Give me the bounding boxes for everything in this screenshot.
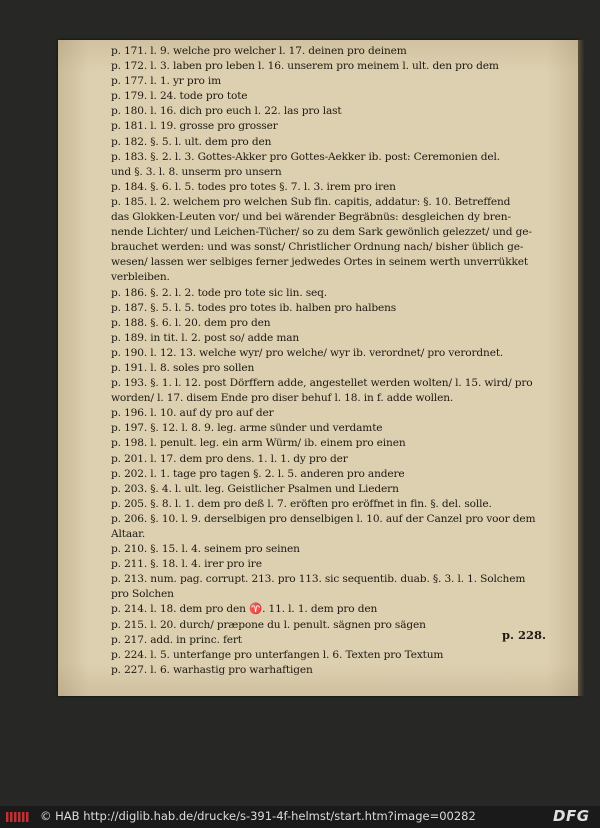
dfg-logo: DFG <box>553 807 590 825</box>
errata-line: worden/ l. 17. disem Ende pro diser behuf l. 18. in f. adde wollen. <box>111 392 454 405</box>
errata-line: p. 217. add. in princ. fert <box>111 633 242 646</box>
copyright-link[interactable]: © HAB http://diglib.hab.de/drucke/s-391-4f-helmst/start.htm?image=00282 <box>40 809 476 823</box>
errata-line: p. 201. l. 17. dem pro dens. 1. l. 1. dy pro der <box>111 452 348 465</box>
errata-line: p. 215. l. 20. durch/ præpone du l. penult. sägnen pro sägen <box>111 618 426 631</box>
errata-line: p. 189. in tit. l. 2. post so/ adde man <box>111 331 300 344</box>
errata-line: p. 171. l. 9. welche pro welcher l. 17. deinen pro deinem <box>111 45 407 57</box>
errata-line: p. 214. l. 18. dem pro den ♈. 11. l. 1. dem pro den <box>111 603 378 616</box>
errata-line: p. 191. l. 8. soles pro sollen <box>111 361 255 374</box>
footer-bar <box>0 806 600 828</box>
errata-line: p. 210. §. 15. l. 4. seinem pro seinen <box>111 543 300 556</box>
errata-line: p. 177. l. 1. yr pro im <box>111 75 222 88</box>
errata-line: p. 183. §. 2. l. 3. Gottes-Akker pro Gottes-Aekker ib. post: Ceremonien del. <box>111 150 501 163</box>
errata-line: p. 198. l. penult. leg. ein arm Würm/ ib. einem pro einen <box>111 437 406 450</box>
errata-line: p. 190. l. 12. 13. welche wyr/ pro welche/ wyr ib. verordnet/ pro verordnet. <box>111 346 504 359</box>
errata-line: pro Solchen <box>111 588 174 601</box>
errata-line: p. 211. §. 18. l. 4. irer pro ire <box>111 558 262 571</box>
errata-line: p. 202. l. 1. tage pro tagen §. 2. l. 5. anderen pro andere <box>111 467 405 480</box>
errata-line: p. 203. §. 4. l. ult. leg. Geistlicher Psalmen und Liedern <box>111 482 399 495</box>
errata-line: p. 185. l. 2. welchem pro welchen Sub fin. capitis, addatur: §. 10. Betreffend <box>111 195 511 208</box>
errata-line: p. 187. §. 5. l. 5. todes pro totes ib. halben pro halbens <box>111 301 397 314</box>
errata-line: p. 188. §. 6. l. 20. dem pro den <box>111 316 271 329</box>
errata-line: p. 205. §. 8. l. 1. dem pro deß l. 7. eröften pro eröffnet in fin. §. del. solle. <box>111 497 492 510</box>
errata-line: p. 197. §. 12. l. 8. 9. leg. arme sünder und verdamte <box>111 422 383 435</box>
catchword: p. 228. <box>502 628 547 642</box>
errata-list <box>111 44 559 678</box>
errata-line: p. 172. l. 3. laben pro leben l. 16. unserem pro meinem l. ult. den pro dem <box>111 60 499 73</box>
errata-line: p. 181. l. 19. grosse pro grosser <box>111 120 278 133</box>
errata-line: und §. 3. l. 8. unserm pro unsern <box>111 165 282 178</box>
errata-line: p. 182. §. 5. l. ult. dem pro den <box>111 135 272 148</box>
errata-line: p. 179. l. 24. tode pro tote <box>111 90 248 103</box>
errata-line: p. 213. num. pag. corrupt. 213. pro 113. sic sequentib. duab. §. 3. l. 1. Solchem <box>111 573 526 586</box>
hab-logo-icon <box>6 811 34 823</box>
errata-line: p. 224. l. 5. unterfange pro unterfangen l. 6. Texten pro Textum <box>111 648 444 661</box>
page-edge <box>578 40 584 696</box>
errata-line: p. 184. §. 6. l. 5. todes pro totes §. 7. l. 3. irem pro iren <box>111 180 396 193</box>
errata-line: nende Lichter/ und Leichen-Tücher/ so zu dem Sark gewönlich gelezzet/ und ge- <box>111 226 532 239</box>
errata-line: p. 227. l. 6. warhastig pro warhaftigen <box>111 663 313 676</box>
errata-line: p. 186. §. 2. l. 2. tode pro tote sic lin. seq. <box>111 286 328 299</box>
errata-line: das Glokken-Leuten vor/ und bei wärender Begräbnüs: desgleichen dy bren- <box>111 211 511 224</box>
errata-line: p. 196. l. 10. auf dy pro auf der <box>111 407 274 420</box>
errata-line: wesen/ lassen wer selbiges ferner jedwedes Ortes in seinem werth unverrükket <box>111 256 528 269</box>
errata-line: p. 193. §. 1. l. 12. post Dörffern adde, angestellet werden wolten/ l. 15. wird/ pro <box>111 377 533 390</box>
errata-line: p. 206. §. 10. l. 9. derselbigen pro denselbigen l. 10. auf der Canzel pro voor dem <box>111 512 536 525</box>
errata-line: brauchet werden: und was sonst/ Christlicher Ordnung nach/ bisher üblich ge- <box>111 241 524 254</box>
errata-line: Altaar. <box>111 528 146 540</box>
errata-line: p. 180. l. 16. dich pro euch l. 22. las pro last <box>111 105 342 118</box>
errata-line: verbleiben. <box>111 271 170 284</box>
